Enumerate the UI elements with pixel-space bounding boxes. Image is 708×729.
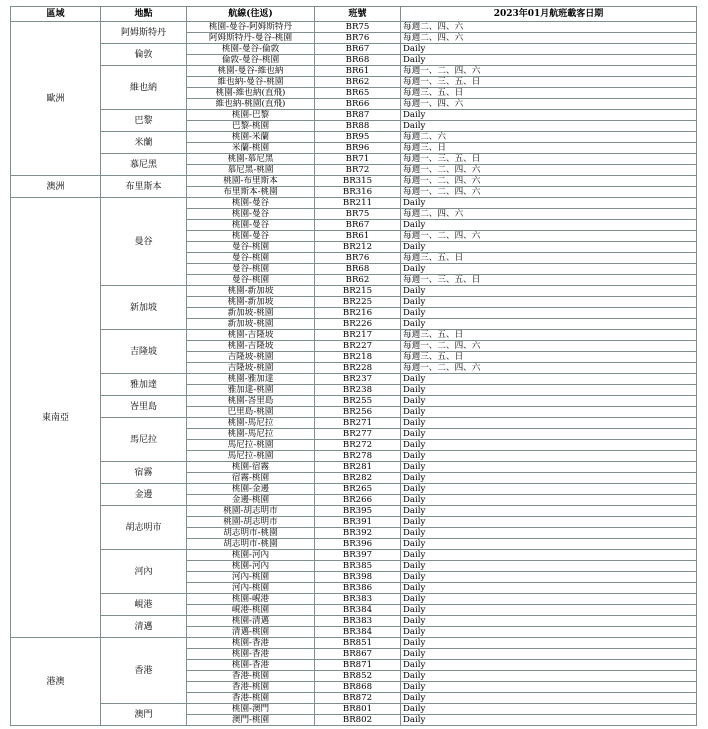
flight-cell: BR397 (315, 550, 401, 561)
route-cell: 新加坡-桃園 (187, 308, 315, 319)
flight-cell: BR76 (315, 33, 401, 44)
place-cell: 倫敦 (101, 44, 187, 66)
days-cell: Daily (401, 627, 697, 638)
flight-cell: BR65 (315, 88, 401, 99)
header-place: 地點 (101, 7, 187, 22)
route-cell: 香港-桃園 (187, 693, 315, 704)
days-cell: Daily (401, 462, 697, 473)
route-cell: 桃園-慕尼黑 (187, 154, 315, 165)
region-cell: 港澳 (11, 638, 101, 726)
days-cell: Daily (401, 198, 697, 209)
route-cell: 河內-桃園 (187, 572, 315, 583)
route-cell: 吉隆坡-桃園 (187, 363, 315, 374)
region-cell: 澳洲 (11, 176, 101, 198)
flight-cell: BR68 (315, 264, 401, 275)
route-cell: 巴里島-桃園 (187, 407, 315, 418)
flight-cell: BR61 (315, 66, 401, 77)
route-cell: 桃園-曼谷-倫敦 (187, 44, 315, 55)
days-cell: Daily (401, 110, 697, 121)
table-row (11, 110, 697, 121)
place-cell: 金邊 (101, 484, 187, 506)
table-row (11, 132, 697, 143)
flight-cell: BR868 (315, 682, 401, 693)
flight-cell: BR216 (315, 308, 401, 319)
route-cell: 桃園-香港 (187, 638, 315, 649)
days-cell: 每週一、三、五、日 (401, 275, 697, 286)
header-flight: 班號 (315, 7, 401, 22)
route-cell: 桃園-巴黎 (187, 110, 315, 121)
flight-cell: BR211 (315, 198, 401, 209)
route-cell: 巴黎-桃園 (187, 121, 315, 132)
header-region: 區域 (11, 7, 101, 22)
days-cell: 每週二、六 (401, 132, 697, 143)
flight-cell: BR61 (315, 231, 401, 242)
days-cell: Daily (401, 539, 697, 550)
days-cell: Daily (401, 308, 697, 319)
place-cell: 新加坡 (101, 286, 187, 330)
days-cell: Daily (401, 715, 697, 726)
flight-cell: BR75 (315, 22, 401, 33)
place-cell: 胡志明市 (101, 506, 187, 550)
days-cell: 每週二、四、六 (401, 22, 697, 33)
table-row (11, 374, 697, 385)
days-cell: Daily (401, 638, 697, 649)
days-cell: Daily (401, 220, 697, 231)
table-row (11, 44, 697, 55)
days-cell: Daily (401, 385, 697, 396)
table-row (11, 506, 697, 517)
flight-cell: BR68 (315, 55, 401, 66)
table-row (11, 396, 697, 407)
flight-cell: BR398 (315, 572, 401, 583)
days-cell: Daily (401, 682, 697, 693)
flight-cell: BR266 (315, 495, 401, 506)
days-cell: Daily (401, 671, 697, 682)
flight-cell: BR88 (315, 121, 401, 132)
flight-cell: BR867 (315, 649, 401, 660)
table-row (11, 198, 697, 209)
flight-cell: BR871 (315, 660, 401, 671)
route-cell: 桃園-馬尼拉 (187, 429, 315, 440)
route-cell: 桃園-維也納(直飛) (187, 88, 315, 99)
flight-cell: BR72 (315, 165, 401, 176)
flight-cell: BR852 (315, 671, 401, 682)
flight-cell: BR95 (315, 132, 401, 143)
place-cell: 清邁 (101, 616, 187, 638)
days-cell: Daily (401, 297, 697, 308)
table-row (11, 154, 697, 165)
flight-cell: BR67 (315, 220, 401, 231)
route-cell: 桃園-峴港 (187, 594, 315, 605)
flight-cell: BR228 (315, 363, 401, 374)
route-cell: 桃園-河內 (187, 561, 315, 572)
place-cell: 峇里島 (101, 396, 187, 418)
days-cell: Daily (401, 506, 697, 517)
place-cell: 米蘭 (101, 132, 187, 154)
route-cell: 米蘭-桃園 (187, 143, 315, 154)
route-cell: 桃園-米蘭 (187, 132, 315, 143)
days-cell: Daily (401, 495, 697, 506)
place-cell: 峴港 (101, 594, 187, 616)
route-cell: 河內-桃園 (187, 583, 315, 594)
flight-cell: BR87 (315, 110, 401, 121)
flight-cell: BR215 (315, 286, 401, 297)
days-cell: 每週一、二、四、六 (401, 187, 697, 198)
flight-cell: BR396 (315, 539, 401, 550)
place-cell: 澳門 (101, 704, 187, 726)
route-cell: 桃園-宿霧 (187, 462, 315, 473)
table-row (11, 594, 697, 605)
flight-cell: BR272 (315, 440, 401, 451)
flight-cell: BR391 (315, 517, 401, 528)
days-cell: Daily (401, 528, 697, 539)
days-cell: 每週三、五、日 (401, 88, 697, 99)
flight-cell: BR265 (315, 484, 401, 495)
flight-cell: BR851 (315, 638, 401, 649)
days-cell: Daily (401, 396, 697, 407)
route-cell: 桃園-曼谷 (187, 231, 315, 242)
route-cell: 桃園-曼谷 (187, 198, 315, 209)
flight-cell: BR802 (315, 715, 401, 726)
days-cell: Daily (401, 649, 697, 660)
flight-cell: BR71 (315, 154, 401, 165)
flight-cell: BR212 (315, 242, 401, 253)
route-cell: 桃園-河內 (187, 550, 315, 561)
route-cell: 維也納-曼谷-桃園 (187, 77, 315, 88)
days-cell: Daily (401, 440, 697, 451)
days-cell: 每週二、四、六 (401, 33, 697, 44)
days-cell: 每週一、二、四、六 (401, 363, 697, 374)
header-route: 航線(往返) (187, 7, 315, 22)
table-row (11, 22, 697, 33)
place-cell: 阿姆斯特丹 (101, 22, 187, 44)
days-cell: 每週三、五、日 (401, 253, 697, 264)
table-row (11, 66, 697, 77)
place-cell: 香港 (101, 638, 187, 704)
schedule-body (11, 22, 697, 726)
table-row (11, 462, 697, 473)
days-cell: Daily (401, 693, 697, 704)
flight-cell: BR281 (315, 462, 401, 473)
flight-cell: BR62 (315, 275, 401, 286)
place-cell: 慕尼黑 (101, 154, 187, 176)
flight-schedule-table (10, 6, 697, 726)
days-cell: 每週一、二、四、六 (401, 66, 697, 77)
place-cell: 吉隆坡 (101, 330, 187, 374)
flight-cell: BR76 (315, 253, 401, 264)
route-cell: 桃園-吉隆坡 (187, 341, 315, 352)
route-cell: 胡志明市-桃園 (187, 539, 315, 550)
route-cell: 桃園-馬尼拉 (187, 418, 315, 429)
days-cell: Daily (401, 451, 697, 462)
days-cell: Daily (401, 286, 697, 297)
route-cell: 桃園-雅加達 (187, 374, 315, 385)
route-cell: 桃園-清邁 (187, 616, 315, 627)
header-row (11, 7, 697, 22)
route-cell: 桃園-布里斯本 (187, 176, 315, 187)
flight-cell: BR316 (315, 187, 401, 198)
flight-cell: BR386 (315, 583, 401, 594)
days-cell: 每週一、二、四、六 (401, 165, 697, 176)
route-cell: 香港-桃園 (187, 682, 315, 693)
route-cell: 馬尼拉-桃園 (187, 440, 315, 451)
days-cell: 每週一、三、五、日 (401, 154, 697, 165)
route-cell: 宿霧-桃園 (187, 473, 315, 484)
header-schedule: 2023年01月航班載客日期 (401, 7, 697, 22)
flight-cell: BR872 (315, 693, 401, 704)
route-cell: 桃園-曼谷-維也納 (187, 66, 315, 77)
flight-cell: BR217 (315, 330, 401, 341)
flight-cell: BR271 (315, 418, 401, 429)
route-cell: 倫敦-曼谷-桃園 (187, 55, 315, 66)
flight-cell: BR66 (315, 99, 401, 110)
route-cell: 澳門-桃園 (187, 715, 315, 726)
route-cell: 維也納-桃園(直飛) (187, 99, 315, 110)
flight-cell: BR67 (315, 44, 401, 55)
route-cell: 桃園-金邊 (187, 484, 315, 495)
route-cell: 馬尼拉-桃園 (187, 451, 315, 462)
place-cell: 雅加達 (101, 374, 187, 396)
route-cell: 金邊-桃園 (187, 495, 315, 506)
table-row (11, 286, 697, 297)
region-cell: 歐洲 (11, 22, 101, 176)
flight-cell: BR226 (315, 319, 401, 330)
route-cell: 桃園-胡志明市 (187, 517, 315, 528)
days-cell: Daily (401, 583, 697, 594)
route-cell: 曼谷-桃園 (187, 275, 315, 286)
flight-cell: BR392 (315, 528, 401, 539)
flight-cell: BR278 (315, 451, 401, 462)
flight-cell: BR256 (315, 407, 401, 418)
route-cell: 香港-桃園 (187, 671, 315, 682)
days-cell: Daily (401, 374, 697, 385)
days-cell: Daily (401, 594, 697, 605)
route-cell: 胡志明市-桃園 (187, 528, 315, 539)
flight-cell: BR801 (315, 704, 401, 715)
days-cell: Daily (401, 561, 697, 572)
days-cell: 每週三、五、日 (401, 352, 697, 363)
flight-cell: BR255 (315, 396, 401, 407)
flight-cell: BR238 (315, 385, 401, 396)
region-cell: 東南亞 (11, 198, 101, 638)
route-cell: 桃園-曼谷-阿姆斯特丹 (187, 22, 315, 33)
flight-cell: BR62 (315, 77, 401, 88)
route-cell: 桃園-峇里島 (187, 396, 315, 407)
flight-cell: BR383 (315, 594, 401, 605)
days-cell: Daily (401, 605, 697, 616)
route-cell: 峴港-桃園 (187, 605, 315, 616)
flight-cell: BR385 (315, 561, 401, 572)
flight-cell: BR282 (315, 473, 401, 484)
days-cell: Daily (401, 121, 697, 132)
route-cell: 桃園-曼谷 (187, 220, 315, 231)
flight-cell: BR225 (315, 297, 401, 308)
place-cell: 巴黎 (101, 110, 187, 132)
route-cell: 雅加達-桃園 (187, 385, 315, 396)
table-row (11, 638, 697, 649)
days-cell: 每週一、三、五、日 (401, 77, 697, 88)
days-cell: Daily (401, 484, 697, 495)
flight-cell: BR96 (315, 143, 401, 154)
days-cell: Daily (401, 660, 697, 671)
days-cell: Daily (401, 44, 697, 55)
flight-cell: BR237 (315, 374, 401, 385)
days-cell: Daily (401, 55, 697, 66)
route-cell: 桃園-澳門 (187, 704, 315, 715)
table-row (11, 484, 697, 495)
days-cell: 每週三、五、日 (401, 330, 697, 341)
days-cell: Daily (401, 407, 697, 418)
route-cell: 桃園-曼谷 (187, 209, 315, 220)
flight-cell: BR218 (315, 352, 401, 363)
route-cell: 慕尼黑-桃園 (187, 165, 315, 176)
table-row (11, 704, 697, 715)
route-cell: 桃園-香港 (187, 649, 315, 660)
route-cell: 布里斯本-桃園 (187, 187, 315, 198)
route-cell: 曼谷-桃園 (187, 253, 315, 264)
days-cell: Daily (401, 517, 697, 528)
flight-cell: BR75 (315, 209, 401, 220)
flight-cell: BR315 (315, 176, 401, 187)
place-cell: 河內 (101, 550, 187, 594)
route-cell: 桃園-新加坡 (187, 286, 315, 297)
place-cell: 維也納 (101, 66, 187, 110)
route-cell: 曼谷-桃園 (187, 264, 315, 275)
flight-cell: BR384 (315, 605, 401, 616)
table-row (11, 550, 697, 561)
route-cell: 清邁-桃園 (187, 627, 315, 638)
place-cell: 馬尼拉 (101, 418, 187, 462)
days-cell: 每週三、日 (401, 143, 697, 154)
table-row (11, 616, 697, 627)
route-cell: 新加坡-桃園 (187, 319, 315, 330)
days-cell: 每週二、四、六 (401, 209, 697, 220)
days-cell: Daily (401, 418, 697, 429)
route-cell: 阿姆斯特丹-曼谷-桃園 (187, 33, 315, 44)
days-cell: 每週一、二、四、六 (401, 176, 697, 187)
table-row (11, 330, 697, 341)
days-cell: Daily (401, 242, 697, 253)
flight-cell: BR277 (315, 429, 401, 440)
flight-cell: BR395 (315, 506, 401, 517)
place-cell: 宿霧 (101, 462, 187, 484)
days-cell: Daily (401, 616, 697, 627)
table-row (11, 176, 697, 187)
days-cell: Daily (401, 319, 697, 330)
route-cell: 桃園-吉隆坡 (187, 330, 315, 341)
route-cell: 吉隆坡-桃園 (187, 352, 315, 363)
days-cell: Daily (401, 704, 697, 715)
days-cell: Daily (401, 572, 697, 583)
days-cell: Daily (401, 264, 697, 275)
days-cell: Daily (401, 429, 697, 440)
table-row (11, 418, 697, 429)
route-cell: 曼谷-桃園 (187, 242, 315, 253)
days-cell: 每週一、二、四、六 (401, 231, 697, 242)
flight-cell: BR383 (315, 616, 401, 627)
route-cell: 桃園-香港 (187, 660, 315, 671)
days-cell: 每週一、二、四、六 (401, 341, 697, 352)
days-cell: Daily (401, 550, 697, 561)
place-cell: 布里斯本 (101, 176, 187, 198)
days-cell: Daily (401, 473, 697, 484)
flight-cell: BR384 (315, 627, 401, 638)
days-cell: 每週一、四、六 (401, 99, 697, 110)
flight-cell: BR227 (315, 341, 401, 352)
route-cell: 桃園-胡志明市 (187, 506, 315, 517)
route-cell: 桃園-新加坡 (187, 297, 315, 308)
place-cell: 曼谷 (101, 198, 187, 286)
